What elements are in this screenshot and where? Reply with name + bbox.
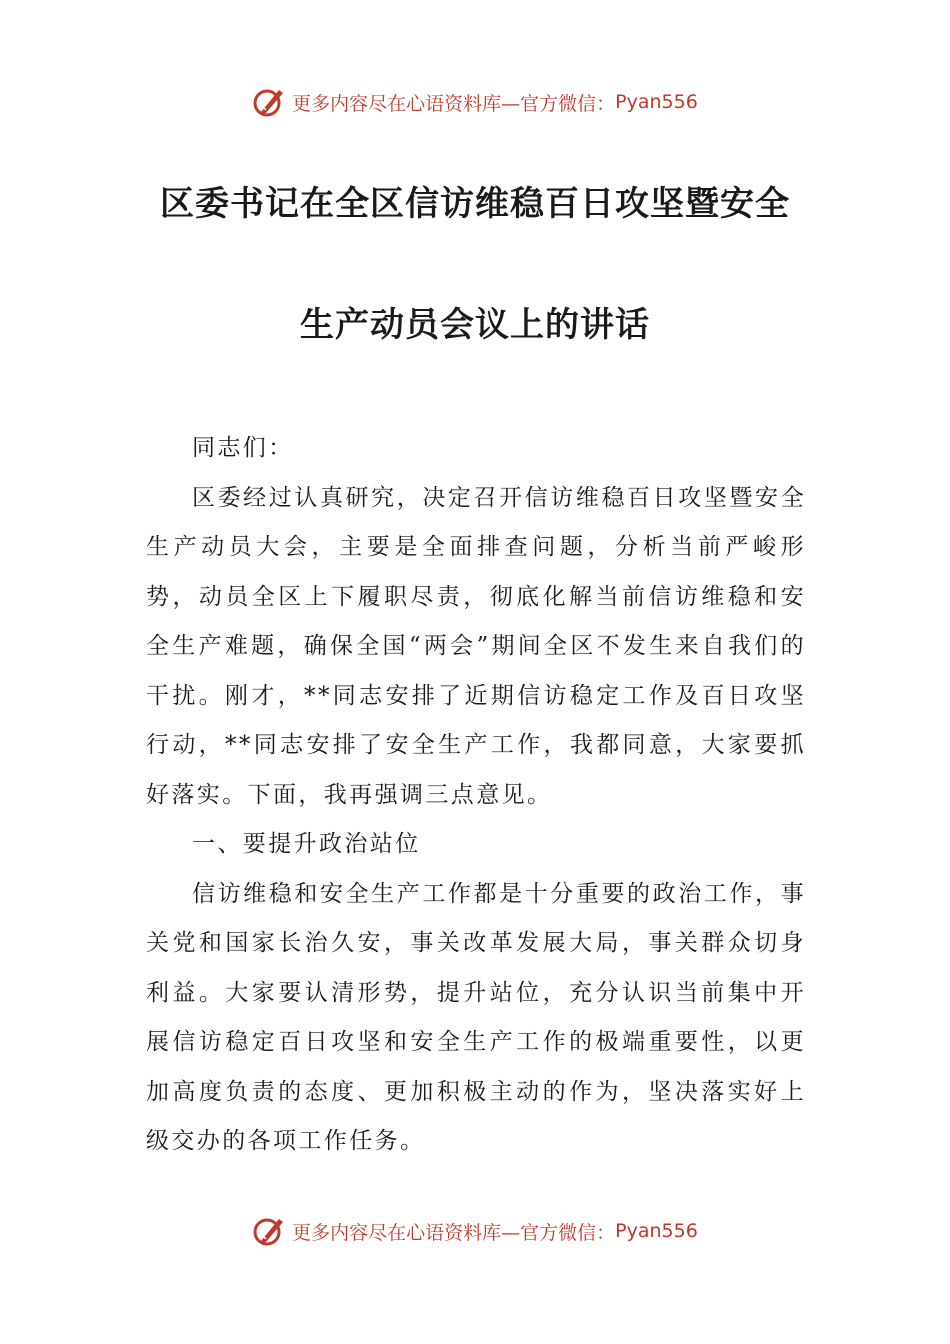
- watermark-text: 更多内容尽在心语资料库—官方微信：: [292, 1221, 616, 1244]
- watermark-banner-top: [0, 82, 950, 122]
- watermark-banner-bottom: [0, 1211, 950, 1251]
- document-title-line-1: 区委书记在全区信访维稳百日攻坚暨安全: [160, 184, 790, 224]
- pen-circle-logo-icon: [252, 85, 286, 119]
- watermark-wechat-id: Pyan556: [615, 91, 698, 113]
- pen-circle-logo-icon: [252, 1214, 286, 1248]
- document-body: [146, 424, 806, 1167]
- section-heading: 一、要提升政治站位: [192, 831, 421, 857]
- paragraph-intro: 区委经过认真研究，决定召开信访维稳百日攻坚暨安全生产动员大会，主要是全面排查问题，分析当前严峻形势，动员全区上下履职尽责，彻底化解当前信访维稳和安全生产难题，确保全国“两会”期间全区不发生来自我们的干扰。刚才，**同志安排了近期信访稳定工作及百日攻坚行动，**同志安排了安全生产工作，我都同意，大家要抓好落实。下面，我再强调三点意见。: [146, 484, 806, 808]
- watermark-wechat-id: Pyan556: [615, 1220, 698, 1242]
- watermark-text: 更多内容尽在心语资料库—官方微信：: [292, 92, 616, 115]
- document-title-line-2: 生产动员会议上的讲话: [300, 305, 650, 345]
- salutation: 同志们：: [192, 435, 294, 461]
- paragraph-section-1: 信访维稳和安全生产工作都是十分重要的政治工作，事关党和国家长治久安，事关改革发展大局，事关群众切身利益。大家要认清形势，提升站位，充分认识当前集中开展信访稳定百日攻坚和安全生产工作的极端重要性，以更加高度负责的态度、更加积极主动的作为，坚决落实好上级交办的各项工作任务。: [146, 880, 806, 1154]
